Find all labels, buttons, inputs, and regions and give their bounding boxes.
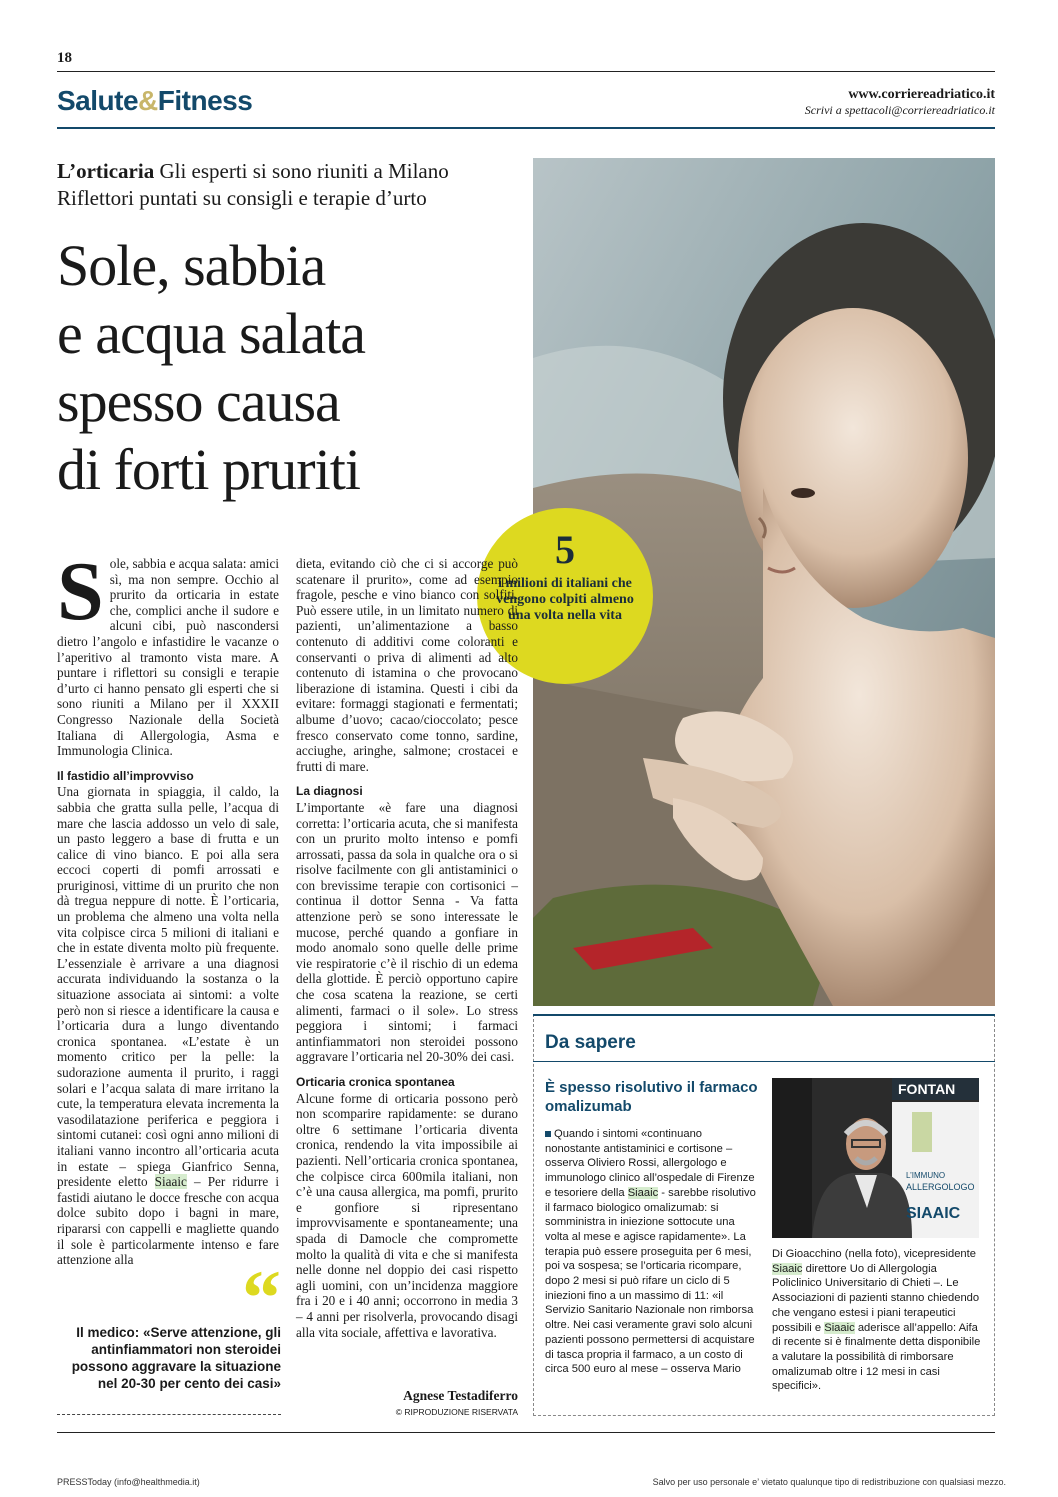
subhead-cronica: Orticaria cronica spontanea [296,1075,455,1089]
headline-line: spesso causa [57,369,340,434]
page-number: 18 [57,50,72,66]
quote-mark-icon: “ [242,1254,281,1341]
sidebar-b1a: Quando i sintomi «continuano nonostante antistaminici e cortisone – osserva Oliviero Rossi, allergologo e immunologo clinico all’ospedale di Firenze e tesoriere della [545,1128,755,1199]
sidebar-b2c: aderisce all’appello: Aifa di recente si è finalmente detta disponibile a valutare la possibilità di rimborsare omalizumab oltre i 12 mesi in casi specifici». [772,1321,981,1393]
sidebar-b1b: - sarebbe risolutivo il farmaco biologico omalizumab: si somministra in iniezione sottocute una volta al mese e agisce rapidamente». La terapia può essere proseguita per 6 mesi, poi va sospesa; se l’orticaria ricompare, dopo 2 mesi si può rifare un ciclo di 5 iniezioni fino a un massimo di 11: «il Servizio Sanitario Nazionale non rimborsa oltre. Nei casi veramente gravi solo alcuni pazienti possono permettersi di acquistare di tasca propria il farmaco, a un costo di circa 500 euro al mese – osserva Mario [545,1186,756,1376]
siaaic-highlight: Siaaic [772,1262,803,1275]
section-part2: Fitness [157,85,253,116]
siaaic-highlight: Siaaic [154,1174,187,1190]
sidebar-title-rule [533,1061,995,1062]
stat-text: i milioni di italiani che vengono colpiti almeno una volta nella vita [496,576,634,623]
article-p2: dieta, evitando ciò che ci si accorge può scatenare il prurito», come ad esempio fragole, pesche e vino bianco con solfiti. Può essere utile, in un limitato numero di pazienti, un’alimentazione a basso contenuto di additivi come coloranti e conservanti o priva di alimenti ad alto contenuto di istamina o che provocano liberazione di istamina. Questi i cibi da evitare: formaggi stagionati e fermentati; albume d’uovo; cacao/cioccolato; pesce fresco conservato come tonno, sardine, acciughe, aringhe, salmone; crostacei e frutti di mare. [296,556,518,774]
footer-right: Salvo per uso personale e’ vietato qualunque tipo di redistribuzione con qualsiasi mezzo. [652,1477,1006,1487]
siaaic-highlight: Siaaic [627,1186,659,1199]
photo-banner-text: FONTAN [898,1081,956,1097]
article-column-2 [296,556,518,1340]
top-rule [57,71,995,72]
author: Agnese Testadiferro [403,1388,518,1403]
site-url[interactable]: www.corriereadriatico.it [848,87,995,102]
kicker-topic: L’orticaria [57,159,155,183]
sidebar-subhead: È spesso risolutivo il farmaco omalizumab [545,1079,758,1115]
sidebar-text-1 [545,1127,760,1377]
headline-line: di forti pruriti [57,437,360,502]
doctor-portrait [772,1078,979,1238]
bottom-rule [57,1432,995,1433]
photo-poster-line2: ALLERGOLOGO [906,1182,975,1192]
rights-notice: © RIPRODUZIONE RISERVATA [395,1407,518,1417]
kicker-line2: Riflettori puntati su consigli e terapie d’urto [57,186,427,210]
footer-left: PRESSToday (info@healthmedia.it) [57,1477,200,1487]
pullquote-text: Il medico: «Serve attenzione, gli antinfiammatori non steroidei possono aggravare la situazione nel 20-30 per cento dei casi» [71,1325,281,1391]
portrait-illustration [772,1078,979,1238]
headline-line: e acqua salata [57,301,366,366]
site-info [805,87,995,118]
sidebar-b2b: direttore Uo di Allergologia Policlinico Universitario di Chieti –. Le Associazioni di pazienti stanno chiedendo che vengano estesi i piani terapeutici possibili e [772,1262,980,1334]
dropcap: S [57,545,104,638]
sidebar-top-rule [533,1014,995,1016]
section-rule [57,127,995,129]
dashed-divider [57,1414,281,1415]
stat-number: 5 [555,527,575,572]
photo-poster-logo: SIAAIC [906,1205,961,1222]
site-email[interactable]: Scrivi a spettacoli@corriereadriatico.it [804,103,995,117]
sidebar-title: Da sapere [545,1032,636,1053]
bullet-icon [545,1131,551,1137]
kicker-line1: Gli esperti si sono riuniti a Milano [154,159,449,183]
kicker [57,158,527,212]
article-p3: L’importante «è fare una diagnosi corretta: l’orticaria acuta, che si manifesta con un prurito molto intenso e pomfi arrossati, passa da sola in qualche ora o si risolve facilmente con gli antistaminici o con brevissime terapie con cortisonici – continua il dottor Senna - Va fatta attenzione però se sono interessate le mucose, perché quando a gonfiare in modo anomalo sono quelle delle prime vie respiratorie c’è il rischio di un edema della glottide. È perciò opportuno capire che cosa scatena la reazione, se certi alimenti, farmaci o il sole». Lo stress peggiora i sintomi; i farmaci antinfiammatori non steroidei possono aggravare l’orticaria nel 20-30% dei casi. [296,799,518,1065]
article-p4: Alcune forme di orticaria possono però non scomparire rapidamente: se durano oltre 6 settimane l’orticaria diventa cronica, rendendo la vita impossibile ai pazienti. Nell’orticaria cronica spontanea, che colpisce circa 600mila italiani, non c’è una causa allergica, ma pomfi, prurito e gonfiore si ripresentano improvvisamente e spontaneamente; una spada di Damocle che compromette molto la qualità di vita e che si manifesta nelle donne nel doppio dei casi rispetto agli uomini, con un’incidenza maggiore fra i 20 e i 40 anni; occorrono in media 3 – 4 anni per risolverla, provocando disagi alla vita sociale, affettiva e lavorativa. [296,1090,518,1340]
section-part1: Salute [57,85,139,116]
sidebar-b2a: Di Gioacchino (nella foto), vicepresidente [772,1248,976,1260]
article-p1b: – Per ridurre i fastidi aiutano le docce fresche con acqua dolce subito dopo i bagni in mare, ripararsi con cappelli e magliette quando il sole è particolarmente intenso e fare attenzione alla [57,1174,279,1268]
subhead-fastidio: Il fastidio all’improvviso [57,768,194,783]
photo-poster-line1: L’IMMUNO [906,1171,946,1180]
pullquote [57,1254,281,1392]
section-title [57,85,252,117]
article-column-1 [57,545,279,1268]
article-intro: ole, sabbia e acqua salata: amici sì, ma non sempre. Occhio al prurito da orticaria in estate che, complici anche il sudore e alcuni cibi, può nascondersi dietro l’angolo e infastidire le vacanze o l’aperitivo al tramonto vista mare. A puntare i riflettori su consigli e terapie d’urto ci hanno pensato gli esperti che si sono riuniti a Milano per il XXXII Congresso Nazionale della Società Italiana di Allergologia, Asma e Immunologia Clinica. [57,556,279,759]
siaaic-highlight: Siaaic [824,1321,855,1334]
subhead-diagnosi: La diagnosi [296,784,363,799]
sidebar-text-2 [772,1247,984,1394]
section-amp: & [138,85,158,116]
article-p1a: Una giornata in spiaggia, il caldo, la sabbia che gratta sulla pelle, l’acqua di mare che lascia addosso un velo di sale, un pasto leggero a base di frutta e un calice di vino bianco. E poi alla sera eccoci coperti di pomfi arrossati e pruriginosi, vittime di un prurito che non dà tregua neppure di notte. È l’orticaria, un problema che almeno una volta nella vita colpisce circa 5 milioni di italiani e che in estate diventa molto più frequente. L’essenziale è arrivare a una diagnosi accurata individuando la sostanza o la situazione associata ai sintomi: a volte però non si riesce a identificare la causa e l’orticaria dura a lungo diventando cronica spontanea. «L’estate è un momento critico per la pelle: la sudorazione aumenta il prurito, i raggi solari e l’acqua salata di mare irritano la cute, la temperatura elevata incrementa la vasodilatazione periferica e peggiora i sintomi cutanei: così ogni anno milioni di italiani vanno incontro all’orticaria acuta in estate – spiega Gianfrico Senna, presidente eletto [57,784,279,1190]
headline-line: Sole, sabbia [57,233,326,298]
headline [57,232,527,504]
